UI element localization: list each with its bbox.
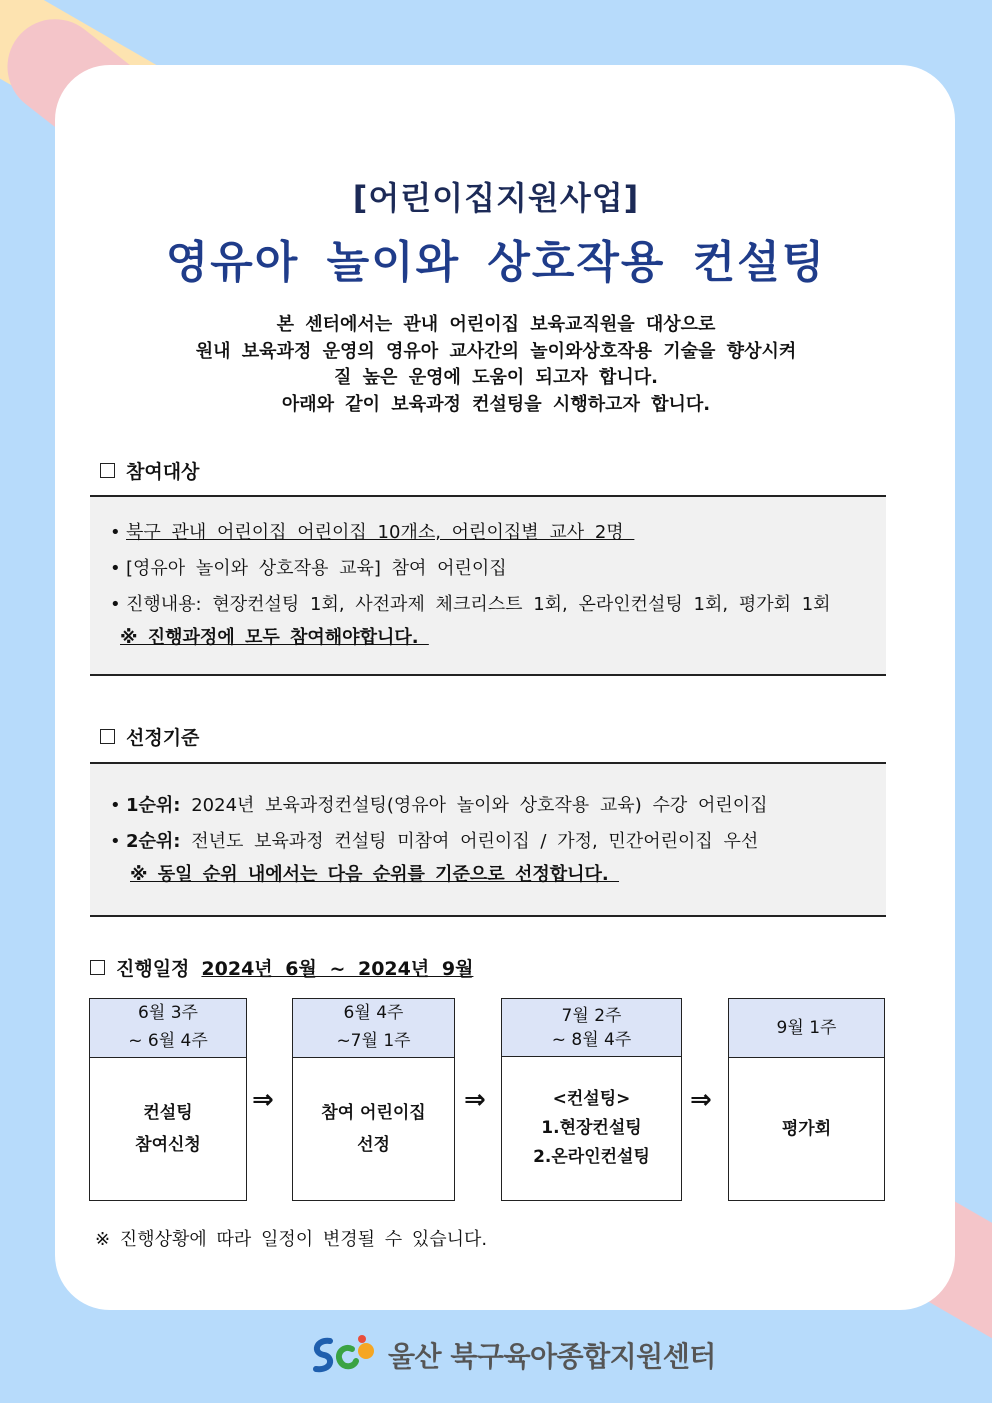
schedule-step-1 xyxy=(89,998,247,1201)
checkbox-square-icon xyxy=(100,729,115,744)
arrow-icon: ⇒ xyxy=(464,1085,486,1115)
schedule-step-4 xyxy=(728,998,885,1201)
checkbox-square-icon xyxy=(100,463,115,478)
program-category-title: [어린이집지원사업] xyxy=(352,179,640,217)
section-heading-criteria: 선정기준 xyxy=(100,723,199,750)
list-item: • 진행내용: 현장컨설팅 1회, 사전과제 체크리스트 1회, 온라인컨설팅 1회, 평가회 1회 xyxy=(110,587,876,623)
intro-line: 본 센터에서는 관내 어린이집 보육교직원을 대상으로 xyxy=(276,314,716,335)
schedule-period: 2024년 6월 ~ 2024년 9월 xyxy=(201,958,474,980)
criteria-panel xyxy=(90,762,886,917)
list-item: • 2순위: 전년도 보육과정 컨설팅 미참여 어린이집 / 가정, 민간어린이집 우선 xyxy=(110,824,876,860)
section-heading-participants: 참여대상 xyxy=(100,457,199,484)
step-date: 6월 3주 ~ 6월 4주 xyxy=(90,999,246,1058)
rank-label: 1순위: xyxy=(126,795,181,816)
step-date: 7월 2주 ~ 8월 4주 xyxy=(502,999,681,1057)
page-title: 영유아 놀이와 상호작용 컨설팅 xyxy=(165,237,827,288)
schedule-step-2 xyxy=(292,998,455,1201)
list-item: • [영유아 놀이와 상호작용 교육] 참여 어린이집 xyxy=(110,551,876,587)
schedule-step-3 xyxy=(501,998,682,1201)
intro-line: 아래와 같이 보육과정 컨설팅을 시행하고자 합니다. xyxy=(281,393,711,415)
center-logo-icon xyxy=(308,1333,380,1377)
participants-panel xyxy=(90,495,886,676)
intro-line: 질 높은 운영에 도움이 되고자 합니다. xyxy=(334,367,658,388)
step-content: 참여 어린이집 선정 xyxy=(321,1102,426,1155)
participation-note: ※ 진행과정에 모두 참여해야합니다. xyxy=(120,627,429,648)
intro-text xyxy=(0,312,992,418)
organization-name: 울산 북구육아종합지원센터 xyxy=(388,1340,716,1373)
intro-line: 원내 보육과정 운영의 영유아 교사간의 놀이와상호작용 기술을 향상시켜 xyxy=(195,340,797,362)
step-content: <컨설팅> 1.현장컨설팅 2.온라인컨설팅 xyxy=(533,1089,650,1167)
checkbox-square-icon xyxy=(90,960,105,975)
arrow-icon: ⇒ xyxy=(690,1085,712,1115)
section-heading-schedule: 진행일정 2024년 6월 ~ 2024년 9월 xyxy=(90,954,473,981)
organization-logo xyxy=(308,1333,716,1377)
criteria-note: ※ 동일 순위 내에서는 다음 순위를 기준으로 선정합니다. xyxy=(130,864,620,885)
rank-label: 2순위: xyxy=(126,831,181,852)
list-item: • 1순위: 2024년 보육과정컨설팅(영유아 놀이와 상호작용 교육) 수강 어린이집 xyxy=(110,788,876,824)
list-item: • 북구 관내 어린이집 어린이집 10개소, 어린이집별 교사 2명 xyxy=(110,515,876,551)
schedule-footnote: ※ 진행상황에 따라 일정이 변경될 수 있습니다. xyxy=(95,1229,488,1250)
step-content: 평가회 xyxy=(781,1118,832,1139)
arrow-icon: ⇒ xyxy=(252,1085,274,1115)
step-content: 컨설팅 참여신청 xyxy=(135,1102,201,1155)
step-date: 9월 1주 xyxy=(729,999,884,1058)
step-date: 6월 4주 ~7월 1주 xyxy=(293,999,454,1058)
